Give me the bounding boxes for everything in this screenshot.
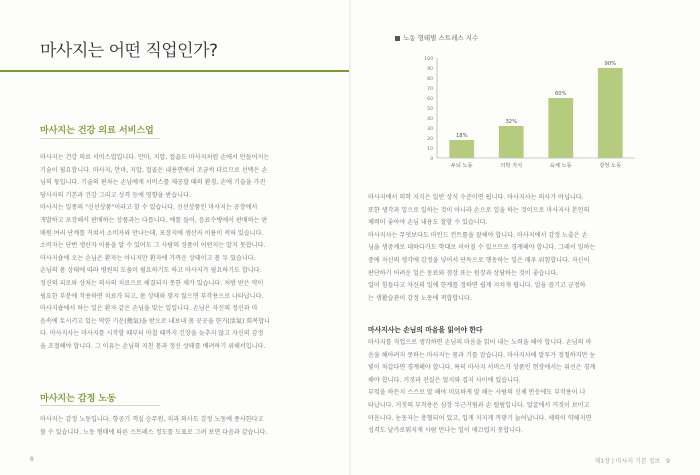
page-number-right: 9 <box>666 458 670 465</box>
y-tick-label: 30 <box>427 127 433 132</box>
y-tick-label: 10 <box>427 147 433 152</box>
y-tick-label: 20 <box>427 137 433 142</box>
section-body-emotional-labor: 마사지는 감정 노동입니다. 항공기 객실 승무원, 치과 의사도 감정 노동에 종사한다고 볼 수 있습니다. 노동 형태에 따른 스트레스 정도를 도표로 그려 보면 다음과 같습니다. <box>40 416 268 436</box>
y-tick-label: 60 <box>427 97 433 102</box>
y-tick-label: 0 <box>430 157 433 162</box>
bar <box>598 68 623 158</box>
value-labels <box>456 61 616 139</box>
value-label: 32% <box>505 119 518 125</box>
section-rule <box>40 405 160 406</box>
page-number-left: 8 <box>30 456 34 463</box>
value-label: 60% <box>554 91 567 97</box>
bar <box>548 98 573 158</box>
category-labels <box>451 161 621 169</box>
stress-index-bar-chart <box>395 50 645 178</box>
chart-title-text: 노동 형태별 스트레스 지수 <box>403 34 479 42</box>
y-tick-label: 70 <box>427 87 433 92</box>
y-tick-label: 40 <box>427 117 433 122</box>
category-label: 의학 지식 <box>500 163 523 169</box>
section-heading-health-service: 마사지는 건강 의료 서비스업 <box>40 126 154 136</box>
value-label: 90% <box>604 61 617 67</box>
y-tick-label: 50 <box>427 107 433 112</box>
section-body-health-service: 마사지는 건강 의료 서비스업입니다. 안마, 지압, 접골도 마사지처럼 손에서 만들어지는 기술이 필요합니다. 마사지, 안마, 지압, 접골은 내용면에서 조금씩 다르므로 선택은 손 님의 몫입니다. 기술의 편차는 손님에게 서비스를 제공할 때의 환경, 손에 기술을 가진 당사자의 기본과 건강 그리고 성격 등에 영향을 받습니다. 마사지는 일종의 "신선상품"이라고 할 수 있습니다. 신선상품인 마사지는 공장에서 개발하고 포장해서 판매하는 상품과는 다릅니다. 예를 들어, 음료수병에서 판매하는 판 매원 여러 단계를 거쳐서 소비자와 만나는데, 포장지에 생산자 이름이 적혀 있습니다. 소비자는 단번 생산자 이름을 알 수 있어도 그 사람의 성품이 어떤지는 알지 못합니다. 마사지숍에 오는 손님은 환자는 아니지만 환자에 가까운 상태이고 몸 두 있습니다. 손님의 몸 상태에 따라 병원의 도움이 필요하기도 하고 마사지가 필요하기도 합니다. 정신의 피로와 상처는 의사의 치료으로 해결되지 못한 채가 있습니다. 처방 받은 약이 필요한 부분에 작용하면 치료가 되고, 몸 상태와 맞지 않으면 부작용으로 나타납니다. 마사지숍에서 하는 일은 환자 같은 손님을 맞는 일입니다. 손님은 자신의 정신과 마 음속에 토시키고 있는 막한 기운(幾氣)을 받으로 내보내 몸 곳곳을 한거(活氣) 회복합니 다. 마사지사는 마사지를 시작할 때부터 마칠 때까지 긴장을 늦추지 않고 자신의 감정 을 조절해야 합니다. 그 이유는 손님의 지친 몸과 정신 상태를 배려하기 위해서입니다. <box>40 154 270 350</box>
right-body-bottom: 마사지를 직업으로 생각하면 손님의 마음을 읽어 내는 노력을 해야 합니다. 손님의 마 음을 헤아려지 못하는 마사지는 몸과 기를 잡습니다. 마사지사에 말투가 정철하지만 눈 빛이 차갑다면 경계해야 합니다. 특히 마사지 서비스가 상품인 현장에서는 위선은 경계 해야 합니다. 거짓과 진실은 멀지와 겹지 사이에 있습니다. 부엌을 하든지 스스로 말 해야 미묘하게 말 해는 사람의 신체 반응에도 부작용이 나 타납니다. 거짓의 부작용은 심장 두근거림과 손 떨림입니다. 얼굴에서 거짓이 보이고 마음니다. 눈동자는 충혈되어 있고, 입게 지지게 까맣기 늘어납니다. 체력이 약해지면 성격도 날카로워지게 사람 만나는 일이 매끄럽지 못합니다. <box>368 339 596 435</box>
section-heading-emotional-labor: 마사지는 감정 노동 <box>40 394 116 404</box>
category-label: 육체 노동 <box>549 163 572 169</box>
page-title: 마사지는 어떤 직업인가? <box>40 41 218 61</box>
y-tick-label: 100 <box>424 57 433 62</box>
sub-heading: 마사지사는 손님의 마음을 읽어야 한다 <box>368 326 483 334</box>
title-rule <box>0 70 349 72</box>
right-body-top: 마사지에서 의학 지식은 일반 상식 수준이면 됩니다. 마사지사는 의사가 아닙니다. 또한 생각과 일으로 일하는 것이 아니라 손으로 일을 하는 것이므로 마사지사 본인의 체력이 좋아야 손님 내용도 잘할 수 있습니다. 마사지사는 무엇보다도 마인드 컨트롤을 잘해야 합니다. 마사지에서 감정 노출은 손 님을 생중계로 대하다가도 학대로 이어질 수 있으므로 경계해야 합니다. 그래서 일하는 중에 자신의 생각에 감정을 넣어서 단독으로 행동하는 일은 매우 위험합니다. 자신이 판단하기 어려운 일은 동료와 점장 또는 원장과 상담하는 것이 좋습니다. 일이 힘들다고 자신의 일에 한계를 정하면 쉽게 지치게 됩니다. 일을 즐기고 긍정하 는 생활습관이 감정 노동에 적합합니다. <box>368 194 596 302</box>
running-footer <box>595 456 670 465</box>
y-tick-label: 90 <box>427 67 433 72</box>
bar <box>499 126 524 158</box>
section-rule <box>40 138 160 139</box>
chapter-label: 제1장 | 마사지 기본 정보 <box>594 458 661 465</box>
bar <box>449 140 474 158</box>
square-bullet-icon <box>395 36 400 41</box>
category-label: 두뇌 노동 <box>450 163 473 169</box>
y-tick-labels <box>424 56 433 162</box>
bars <box>449 68 622 158</box>
gutter <box>349 0 351 475</box>
y-tick-label: 80 <box>427 77 433 82</box>
category-label: 감정 노동 <box>599 163 622 169</box>
value-label: 18% <box>455 133 468 139</box>
chart-title <box>395 33 478 42</box>
